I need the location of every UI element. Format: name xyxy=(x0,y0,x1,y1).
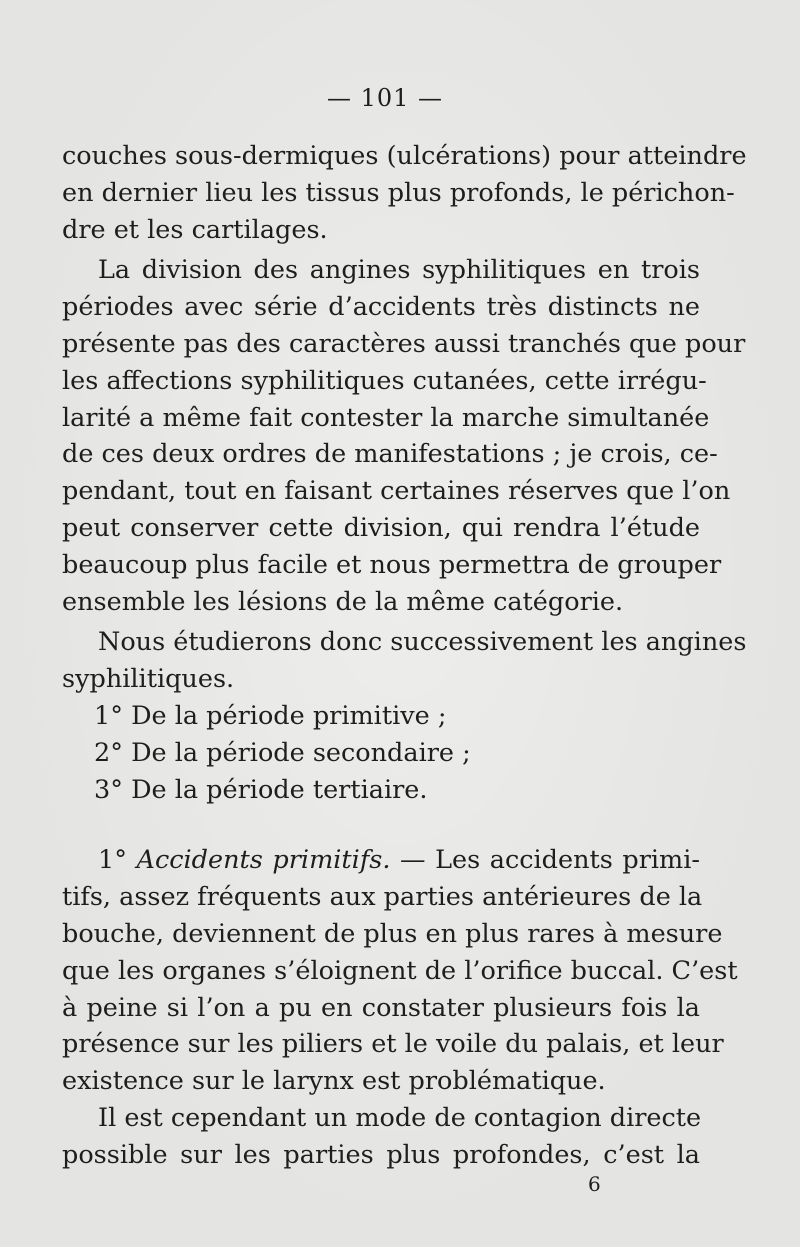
text-line: existence sur le larynx est problématique. xyxy=(62,1066,606,1097)
text-line: dre et les cartilages. xyxy=(62,214,328,245)
text-line: couches sous-dermiques (ulcérations) pour atteindre xyxy=(62,141,747,171)
text-line: présence sur les piliers et le voile du palais, et leur xyxy=(62,1029,724,1060)
text-line: Nous étudierons donc successivement les angines xyxy=(98,627,747,658)
text-line: présente pas des caractères aussi tranchés que pour xyxy=(62,328,746,359)
text-line: larité a même fait contester la marche simultanée xyxy=(62,402,710,433)
text-line: périodes avec série d’accidents très distincts ne xyxy=(62,292,700,323)
text-line: Il est cependant un mode de contagion directe xyxy=(98,1102,702,1133)
section-heading: Accidents primitifs. xyxy=(136,845,391,876)
signature-mark: 6 xyxy=(588,1172,601,1196)
text-line: La division des angines syphilitiques en trois xyxy=(98,255,700,286)
text-line: tifs, assez fréquents aux parties antérieures de la xyxy=(62,882,703,913)
section-heading-line xyxy=(62,842,700,879)
text-line: en dernier lieu les tissus plus profonds, le périchon- xyxy=(62,177,735,208)
list-item: 2° De la période secondaire ; xyxy=(94,737,471,768)
text-fragment: — Les accidents primi- xyxy=(400,845,701,876)
text-line: de ces deux ordres de manifestations ; je crois, ce- xyxy=(62,439,718,470)
text-line: peut conserver cette division, qui rendra l’étude xyxy=(62,512,700,543)
text-line: à peine si l’on a pu en constater plusieurs fois la xyxy=(62,992,700,1023)
text-line: bouche, deviennent de plus en plus rares à mesure xyxy=(62,918,723,949)
list-item: 3° De la période tertiaire. xyxy=(94,774,428,805)
text-line: beaucoup plus facile et nous permettra de grouper xyxy=(62,549,722,580)
text-line: syphilitiques. xyxy=(62,664,235,695)
list-item: 1° De la période primitive ; xyxy=(94,700,447,731)
text-line: possible sur les parties plus profondes, c’est la xyxy=(62,1139,700,1170)
page-number: — 101 — xyxy=(326,84,444,112)
text-line: que les organes s’éloignent de l’orifice buccal. C’est xyxy=(62,955,738,986)
section-number: 1° xyxy=(98,845,127,876)
body-text xyxy=(62,138,747,1174)
text-line: ensemble les lésions de la même catégorie. xyxy=(62,586,624,617)
text-line: les affections syphilitiques cutanées, cette irrégu- xyxy=(62,365,707,396)
text-line: pendant, tout en faisant certaines réserves que l’on xyxy=(62,476,731,507)
